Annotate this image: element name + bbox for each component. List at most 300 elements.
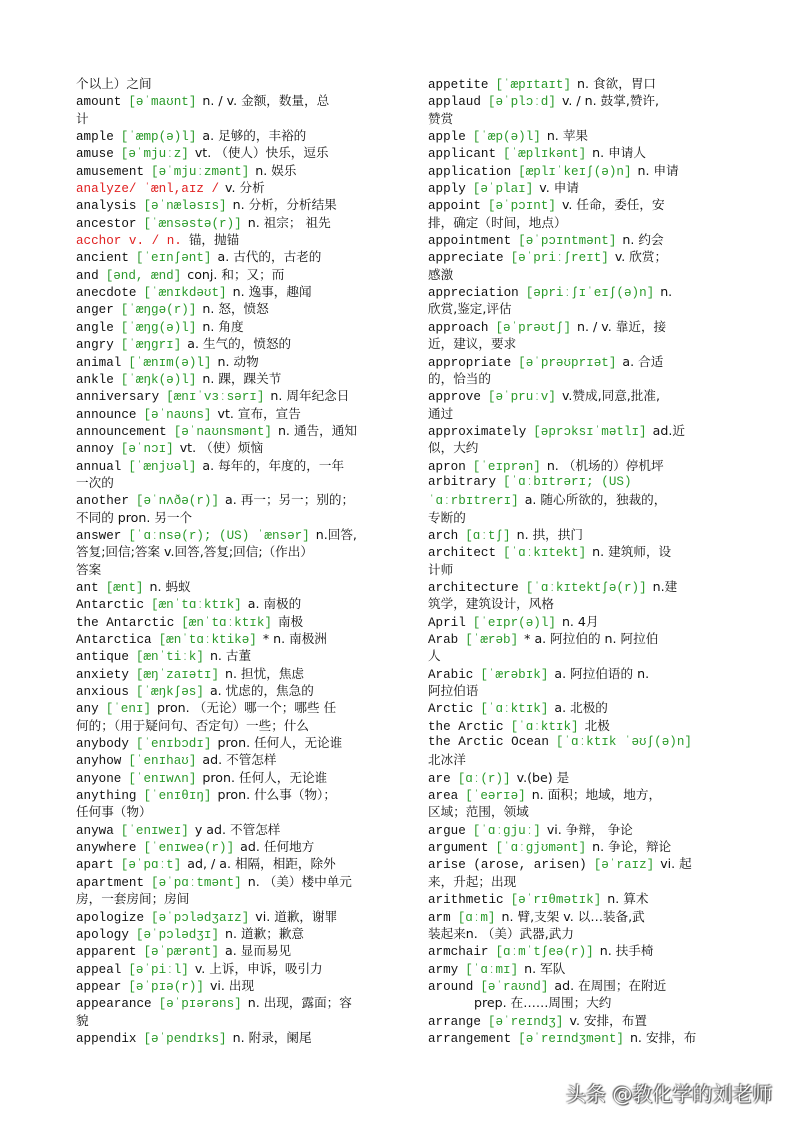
definition: 个以上）之间 bbox=[76, 76, 152, 91]
definition: n. bbox=[660, 284, 673, 300]
vocab-entry-line bbox=[76, 977, 406, 994]
vocab-word: arbitrary bbox=[428, 474, 497, 489]
phonetic: [əˈnæləsɪs] bbox=[143, 199, 227, 214]
definition: vi. 道歉，谢罪 bbox=[255, 908, 338, 924]
definition: 专断的 bbox=[428, 509, 466, 525]
vocab-word: anybody bbox=[76, 737, 129, 752]
definition: n. 苹果 bbox=[546, 128, 589, 144]
phonetic: [ˈɑːktɪk] bbox=[480, 702, 549, 717]
phonetic: [ˈænɪm(ə)l] bbox=[128, 355, 212, 370]
definition: n. 怒，愤怒 bbox=[202, 301, 269, 317]
vocab-entry-line bbox=[76, 439, 406, 456]
vocab-word: anything bbox=[76, 789, 137, 804]
vocab-entry-line bbox=[76, 595, 406, 612]
phonetic: [ˈæŋgrɪ] bbox=[120, 338, 182, 353]
definition: ad. 任何地方 bbox=[240, 839, 315, 855]
definition: 一次的 bbox=[76, 474, 114, 490]
phonetic: [əˈprəʊtʃ] bbox=[495, 320, 572, 335]
vocab-entry-line bbox=[76, 283, 406, 300]
definition: n. 算术 bbox=[607, 891, 649, 907]
phonetic: [ˈenɪbɔdɪ] bbox=[135, 737, 212, 752]
definition: a. 足够的，丰裕的 bbox=[202, 128, 307, 144]
definition: ad.近 bbox=[652, 422, 685, 438]
vocab-word: appoint bbox=[428, 199, 481, 214]
vocab-entry-line bbox=[76, 144, 406, 161]
vocab-entry-line bbox=[76, 75, 406, 92]
vocab-continuation-line bbox=[428, 405, 758, 422]
phonetic: [ˈenɪweə(r)] bbox=[143, 841, 235, 856]
vocab-continuation-line bbox=[428, 682, 758, 699]
definition: 欣赏,鉴定,评估 bbox=[428, 301, 512, 317]
vocab-entry-line bbox=[428, 92, 758, 109]
vocab-entry-line bbox=[428, 699, 758, 716]
vocab-entry-line bbox=[76, 179, 406, 196]
vocab-continuation-line bbox=[428, 994, 758, 1011]
vocab-entry-line bbox=[76, 231, 406, 248]
vocab-word: apart bbox=[76, 858, 114, 873]
vocab-continuation-line bbox=[428, 266, 758, 283]
vocab-word: analyze/ bbox=[76, 182, 137, 197]
definition: n. 面积；地域，地方， bbox=[531, 787, 662, 803]
vocab-entry-line bbox=[76, 405, 406, 422]
vocab-entry-line bbox=[428, 179, 758, 196]
definition: n. 军队 bbox=[524, 960, 566, 976]
vocab-word: the Antarctic bbox=[76, 615, 175, 630]
vocab-word: architecture bbox=[428, 580, 519, 595]
vocab-entry-line bbox=[76, 960, 406, 977]
phonetic: [ˈɑːmɪ] bbox=[465, 962, 519, 977]
phonetic: [əˈpɪə(r)] bbox=[128, 979, 204, 994]
definition: 不同的 pron. 另一个 bbox=[76, 509, 193, 525]
vocab-entry-line bbox=[428, 977, 758, 994]
vocab-entry-line bbox=[76, 127, 406, 144]
definition: 貌 bbox=[76, 1012, 89, 1028]
vocab-word: the Arctic Ocean bbox=[428, 735, 549, 750]
vocab-word: and bbox=[76, 268, 99, 283]
definition: a. 再一；另一；别的； bbox=[225, 492, 355, 508]
definition: a. 忧虑的，焦急的 bbox=[209, 683, 314, 699]
phonetic: [ˈɑːktɪk] bbox=[510, 719, 579, 734]
phonetic: [ɑːm] bbox=[457, 910, 496, 925]
vocab-entry-line bbox=[76, 318, 406, 335]
vocab-entry-line bbox=[76, 630, 406, 647]
vocab-word: apply bbox=[428, 182, 466, 197]
vocab-word: answer bbox=[76, 528, 122, 543]
vocab-word: appointment bbox=[428, 234, 512, 249]
vocab-word: amuse bbox=[76, 147, 114, 162]
definition: pron. 什么事（物）； bbox=[217, 787, 336, 803]
vocab-word: apron bbox=[428, 459, 466, 474]
phonetic: [ɑːtʃ] bbox=[465, 528, 511, 543]
phonetic: [əpriːʃɪˈeɪʃ(ə)n] bbox=[525, 286, 655, 301]
definition: a. 随心所欲的，独裁的， bbox=[524, 492, 667, 508]
phonetic: [əˈmjuːz] bbox=[120, 147, 189, 162]
vocab-word: around bbox=[428, 979, 474, 994]
vocab-entry-line bbox=[428, 144, 758, 161]
vocab-entry-line bbox=[428, 630, 758, 647]
vocab-entry-line bbox=[76, 526, 406, 543]
phonetic: [əˈpruːv] bbox=[487, 390, 556, 405]
phonetic: [ˈæplɪkənt] bbox=[503, 147, 587, 162]
definition: 锚，抛锚 bbox=[188, 232, 240, 248]
vocab-entry-line bbox=[428, 353, 758, 370]
vocab-word: applaud bbox=[428, 95, 481, 110]
phonetic: [ˈenɪweɪ] bbox=[120, 823, 189, 838]
phonetic: [əˈpɑːtmənt] bbox=[151, 875, 242, 890]
definition: n. 安排，布 bbox=[629, 1029, 697, 1045]
definition: v. / n. 鼓掌,赞许, bbox=[561, 93, 660, 109]
vocab-continuation-line bbox=[428, 595, 758, 612]
vocab-word: angry bbox=[76, 338, 114, 353]
vocab-word: armchair bbox=[428, 945, 489, 960]
vocab-entry-line bbox=[428, 855, 758, 872]
vocab-continuation-line bbox=[428, 300, 758, 317]
vocab-continuation-line bbox=[428, 751, 758, 768]
definition: 装起来n. （美）武器,武力 bbox=[428, 925, 574, 941]
phonetic: [əˈprəʊprɪət] bbox=[518, 355, 617, 370]
vocab-entry-line bbox=[76, 353, 406, 370]
definition: n. 踝，踝关节 bbox=[202, 370, 282, 386]
definition: vi. 争辩， 争论 bbox=[546, 821, 633, 837]
watermark: 头条 @教化学的刘老师 bbox=[566, 1082, 773, 1106]
vocab-entry-line bbox=[428, 162, 758, 179]
definition: n. 蚂蚁 bbox=[149, 578, 191, 594]
vocab-entry-line bbox=[76, 92, 406, 109]
vocab-word: Arab bbox=[428, 633, 459, 647]
definition: a. 合适 bbox=[622, 353, 664, 369]
phonetic: [ˈænɪkdəʊt] bbox=[143, 286, 227, 301]
vocab-continuation-line bbox=[76, 543, 406, 560]
phonetic: [ˈæŋk(ə)l] bbox=[120, 372, 197, 387]
vocab-continuation-line bbox=[428, 873, 758, 890]
definition: 似，大约 bbox=[428, 440, 479, 456]
vocab-word: Arctic bbox=[428, 702, 474, 717]
vocab-entry-line bbox=[76, 457, 406, 474]
phonetic: [ˈɑːnsə(r); (US) ˈænsər] bbox=[128, 528, 310, 543]
definition: n. 申请 bbox=[637, 162, 679, 178]
definition: vi. 出现 bbox=[209, 977, 255, 993]
phonetic: [ˈɑːbɪtrərɪ; (US) bbox=[503, 474, 632, 489]
definition: prep. 在……周围；大约 bbox=[474, 995, 612, 1011]
definition: pron. （无论）哪一个；哪些 任 bbox=[157, 700, 337, 716]
definition: n. （机场的）停机坪 bbox=[546, 457, 664, 473]
definition: n. 分析，分析结果 bbox=[232, 197, 337, 213]
vocab-continuation-line bbox=[76, 509, 406, 526]
definition: a. 南极的 bbox=[247, 596, 302, 612]
vocab-continuation-line bbox=[76, 1012, 406, 1029]
vocab-entry-line bbox=[76, 370, 406, 387]
definition: n. 古董 bbox=[209, 648, 252, 664]
vocab-word: annoy bbox=[76, 442, 114, 457]
definition: n. 动物 bbox=[217, 353, 259, 369]
phonetic: [əˈpiːl] bbox=[128, 962, 189, 977]
vocab-word: ant bbox=[76, 580, 99, 595]
vocab-word: apartment bbox=[76, 875, 145, 890]
vocab-continuation-line bbox=[428, 214, 758, 231]
vocab-word: any bbox=[76, 702, 99, 717]
phonetic: [əˈnaʊns] bbox=[143, 407, 212, 422]
definition: 北冰洋 bbox=[428, 752, 466, 768]
vocab-entry-line bbox=[76, 769, 406, 786]
vocab-word: argue bbox=[428, 823, 466, 838]
definition: 筑学，建筑设计，风格 bbox=[428, 596, 554, 612]
definition: y ad. 不管怎样 bbox=[194, 821, 281, 837]
vocab-entry-line bbox=[428, 1012, 758, 1029]
phonetic: [ˈænjʊəl] bbox=[128, 459, 197, 474]
phonetic: [ˈærəbɪk] bbox=[480, 667, 549, 682]
vocab-word: arise (arose, arisen) bbox=[428, 858, 587, 873]
definition: n. 拱，拱门 bbox=[516, 526, 583, 542]
vocab-word: approach bbox=[428, 320, 489, 335]
definition: n. 扶手椅 bbox=[599, 943, 654, 959]
vocab-continuation-line bbox=[428, 491, 758, 508]
vocab-entry-line bbox=[428, 474, 758, 491]
vocab-continuation-line bbox=[428, 509, 758, 526]
definition: a. 古代的，古老的 bbox=[217, 249, 322, 265]
definition: 来，升起；出现 bbox=[428, 873, 517, 889]
phonetic: [ˈeərɪə] bbox=[465, 789, 526, 804]
definition: n. 娱乐 bbox=[255, 162, 297, 178]
vocab-continuation-line bbox=[76, 717, 406, 734]
phonetic: [əˈpriːʃreɪt] bbox=[510, 251, 609, 266]
phonetic: [ˈeɪprən] bbox=[472, 459, 541, 474]
phonetic: [əˈpɑːt] bbox=[120, 858, 182, 873]
definition: vt. 宣布，宣告 bbox=[217, 405, 301, 421]
vocab-word: appear bbox=[76, 979, 122, 994]
definition: * a. 阿拉伯的 n. 阿拉伯 bbox=[524, 631, 659, 646]
phonetic: [əˈraɪz] bbox=[593, 858, 655, 873]
definition: pron. 任何人，无论谁 bbox=[217, 735, 343, 751]
phonetic: [ænˈtɑːktɪk] bbox=[151, 598, 242, 613]
vocab-entry-line bbox=[428, 717, 758, 734]
definition: n. 担忧，焦虑 bbox=[225, 665, 305, 681]
vocab-entry-line bbox=[76, 821, 406, 838]
definition: n. （美）楼中单元 bbox=[247, 873, 352, 889]
definition: 的，恰当的 bbox=[428, 370, 491, 386]
definition: 何的；（用于疑问句、否定句）一些；什么 bbox=[76, 717, 309, 733]
vocab-continuation-line bbox=[76, 890, 406, 907]
vocab-entry-line bbox=[76, 266, 406, 283]
phonetic: [əˈreɪndʒmənt] bbox=[518, 1031, 624, 1046]
definition: n. 出现，露面；容 bbox=[247, 995, 352, 1011]
vocab-word: ankle bbox=[76, 372, 114, 387]
definition: 房，一套房间；房间 bbox=[76, 891, 190, 907]
phonetic: [əˈplaɪ] bbox=[472, 182, 534, 197]
definition: v. 欣赏； bbox=[614, 249, 668, 265]
phonetic: [ænt] bbox=[105, 580, 144, 595]
vocab-entry-line bbox=[428, 196, 758, 213]
definition: a. 每年的，年度的，一年 bbox=[202, 457, 345, 473]
vocab-entry-line bbox=[428, 543, 758, 560]
phonetic: [əˈpɪərəns] bbox=[158, 997, 242, 1012]
vocab-word: annual bbox=[76, 459, 122, 474]
definition: 答复;回信;答案 v.回答,答复;回信;（作出） bbox=[76, 544, 313, 560]
phonetic: [əˈraʊnd] bbox=[480, 979, 549, 994]
phonetic: [ˈenɪ] bbox=[105, 702, 152, 717]
vocab-word: application bbox=[428, 164, 512, 179]
vocab-entry-line bbox=[76, 491, 406, 508]
vocab-word: anecdote bbox=[76, 286, 137, 301]
vocab-word: applicant bbox=[428, 147, 497, 162]
vocab-word: anyone bbox=[76, 771, 122, 786]
definition: n. 逸事，趣闻 bbox=[232, 284, 312, 300]
phonetic: [ˈɑːgjʊmənt] bbox=[495, 841, 587, 856]
vocab-entry-line bbox=[76, 734, 406, 751]
phonetic: [ˈɑːktɪk ˈəʊʃ(ə)n] bbox=[555, 735, 692, 750]
vocab-entry-line bbox=[428, 457, 758, 474]
phonetic: [ænˈtɑːktɪk] bbox=[181, 615, 272, 630]
definition: a. 生气的，愤怒的 bbox=[187, 336, 292, 352]
vocab-word: anger bbox=[76, 303, 114, 318]
vocab-word: announcement bbox=[76, 424, 167, 439]
vocab-entry-line bbox=[428, 786, 758, 803]
definition: n.建 bbox=[652, 578, 678, 594]
vocab-entry-line bbox=[428, 127, 758, 144]
vocab-word: the Arctic bbox=[428, 719, 504, 734]
vocab-word: anniversary bbox=[76, 390, 160, 405]
definition: a. 阿拉伯语的 n. bbox=[554, 665, 650, 681]
vocab-continuation-line bbox=[428, 110, 758, 127]
phonetic: [ænɪˈvɜːsərɪ] bbox=[166, 390, 265, 405]
phonetic: [əˈpærənt] bbox=[143, 945, 220, 960]
vocab-entry-line bbox=[428, 734, 758, 751]
phonetic: [ænˈtiːk] bbox=[135, 650, 204, 665]
definition: v.赞成,同意,批准, bbox=[561, 388, 660, 404]
phonetic: [ˈæpɪtaɪt] bbox=[495, 78, 572, 92]
vocab-entry-line bbox=[76, 613, 406, 630]
vocab-word: Arabic bbox=[428, 667, 474, 682]
vocab-word: arm bbox=[428, 910, 451, 925]
vocab-word: another bbox=[76, 494, 129, 509]
vocab-word: amount bbox=[76, 95, 122, 110]
phonetic: [ɑːmˈtʃeə(r)] bbox=[495, 945, 594, 960]
vocab-word: anywhere bbox=[76, 841, 137, 856]
vocab-word: are bbox=[428, 771, 451, 786]
phonetic: [ɑː(r)] bbox=[457, 771, 511, 786]
vocab-word: apologize bbox=[76, 910, 145, 925]
definition: 通过 bbox=[428, 405, 454, 421]
phonetic: [ˈenɪwʌn] bbox=[128, 771, 197, 786]
definition: n. / v. 靠近，接 bbox=[577, 318, 667, 334]
phonetic: [æŋˈzaɪətɪ] bbox=[135, 667, 220, 682]
definition: a. 显而易见 bbox=[225, 943, 292, 959]
vocab-word: anxious bbox=[76, 685, 129, 700]
vocab-word: appearance bbox=[76, 997, 152, 1012]
definition: 感激 bbox=[428, 266, 454, 282]
vocab-entry-line bbox=[76, 162, 406, 179]
vocab-entry-line bbox=[76, 925, 406, 942]
vocab-word: acchor v. / n. bbox=[76, 234, 182, 249]
definition: 排，确定（时间，地点） bbox=[428, 214, 567, 230]
phonetic: [ˈeɪpr(ə)l] bbox=[472, 615, 556, 630]
vocab-entry-line bbox=[428, 387, 758, 404]
definition: n.回答, bbox=[315, 526, 357, 542]
phonetic: [ænˈtɑːktikə] bbox=[158, 633, 257, 647]
definition: 区域；范围，领域 bbox=[428, 804, 529, 820]
vocab-word: apology bbox=[76, 927, 129, 942]
vocab-word: arrangement bbox=[428, 1031, 512, 1046]
vocab-entry-line bbox=[428, 960, 758, 977]
vocab-entry-line bbox=[428, 890, 758, 907]
phonetic: [ˈæŋkʃəs] bbox=[135, 685, 204, 700]
vocab-continuation-line bbox=[428, 925, 758, 942]
phonetic: [ˈenɪθɪŋ] bbox=[143, 789, 212, 804]
vocab-word: April bbox=[428, 615, 466, 630]
vocab-word: anxiety bbox=[76, 667, 129, 682]
definition: 北极 bbox=[584, 717, 610, 733]
definition: a. 北极的 bbox=[554, 700, 608, 716]
vocab-entry-line bbox=[76, 214, 406, 231]
vocab-word: argument bbox=[428, 841, 489, 856]
vocab-continuation-line bbox=[428, 335, 758, 352]
phonetic: [əˈpɔɪntmənt] bbox=[518, 234, 617, 249]
phonetic: [əˈpɔlədʒaɪz] bbox=[151, 910, 250, 925]
definition: * n. 南极洲 bbox=[262, 631, 327, 646]
vocab-word: appendix bbox=[76, 1031, 137, 1046]
definition: v. 任命，委任，安 bbox=[561, 197, 665, 213]
vocab-word: approve bbox=[428, 390, 481, 405]
vocab-word: area bbox=[428, 789, 459, 804]
vocab-entry-line bbox=[76, 751, 406, 768]
definition: vi. 起 bbox=[660, 856, 692, 872]
vocab-word: ancient bbox=[76, 251, 129, 266]
vocab-entry-line bbox=[428, 422, 758, 439]
definition: conj. 和；又；而 bbox=[187, 266, 285, 282]
right-column bbox=[428, 75, 758, 1046]
phonetic: [əˈmjuːzmənt] bbox=[151, 164, 250, 179]
vocab-word: ancestor bbox=[76, 216, 137, 231]
phonetic: [ˈæmp(ə)l] bbox=[120, 130, 197, 145]
vocab-continuation-line bbox=[428, 561, 758, 578]
vocab-continuation-line bbox=[76, 803, 406, 820]
phonetic: [ˈænsəstə(r)] bbox=[143, 216, 242, 231]
vocab-entry-line bbox=[76, 908, 406, 925]
definition: ad, / a. 相隔，相距，除外 bbox=[187, 856, 336, 872]
phonetic: [əˈnɔɪ] bbox=[120, 442, 174, 457]
vocab-entry-line bbox=[76, 838, 406, 855]
phonetic: [ˈeɪnʃənt] bbox=[135, 251, 212, 266]
vocab-entry-line bbox=[76, 578, 406, 595]
vocab-word: antique bbox=[76, 650, 129, 665]
vocab-word: apparent bbox=[76, 945, 137, 960]
vocab-entry-line bbox=[76, 942, 406, 959]
vocab-entry-line bbox=[428, 908, 758, 925]
vocab-word: Antarctic bbox=[76, 598, 145, 613]
definition: 近，建议，要求 bbox=[428, 336, 517, 352]
phonetic: ˈænl,aɪz / bbox=[143, 182, 220, 197]
vocab-entry-line bbox=[76, 665, 406, 682]
vocab-continuation-line bbox=[428, 439, 758, 456]
vocab-word: army bbox=[428, 962, 459, 977]
phonetic: [ˈæŋg(ə)l] bbox=[120, 320, 197, 335]
vocab-entry-line bbox=[76, 196, 406, 213]
vocab-entry-line bbox=[76, 387, 406, 404]
definition: n. 4月 bbox=[561, 613, 599, 629]
definition: n. 建筑师，设 bbox=[592, 544, 672, 560]
vocab-entry-line bbox=[76, 422, 406, 439]
phonetic: [əˈrɪθmətɪk] bbox=[510, 893, 602, 908]
phonetic: [əˈplɔːd] bbox=[487, 95, 556, 110]
vocab-entry-line bbox=[76, 248, 406, 265]
vocab-word: apple bbox=[428, 130, 466, 145]
phonetic: [ˈɑːkɪtekt] bbox=[503, 546, 587, 561]
vocab-entry-line bbox=[428, 1029, 758, 1046]
vocab-word: amusement bbox=[76, 164, 145, 179]
vocab-continuation-line bbox=[76, 561, 406, 578]
phonetic: [ˈæp(ə)l] bbox=[472, 130, 541, 145]
definition: n. 申请人 bbox=[592, 145, 646, 161]
vocab-word: anywa bbox=[76, 823, 114, 838]
